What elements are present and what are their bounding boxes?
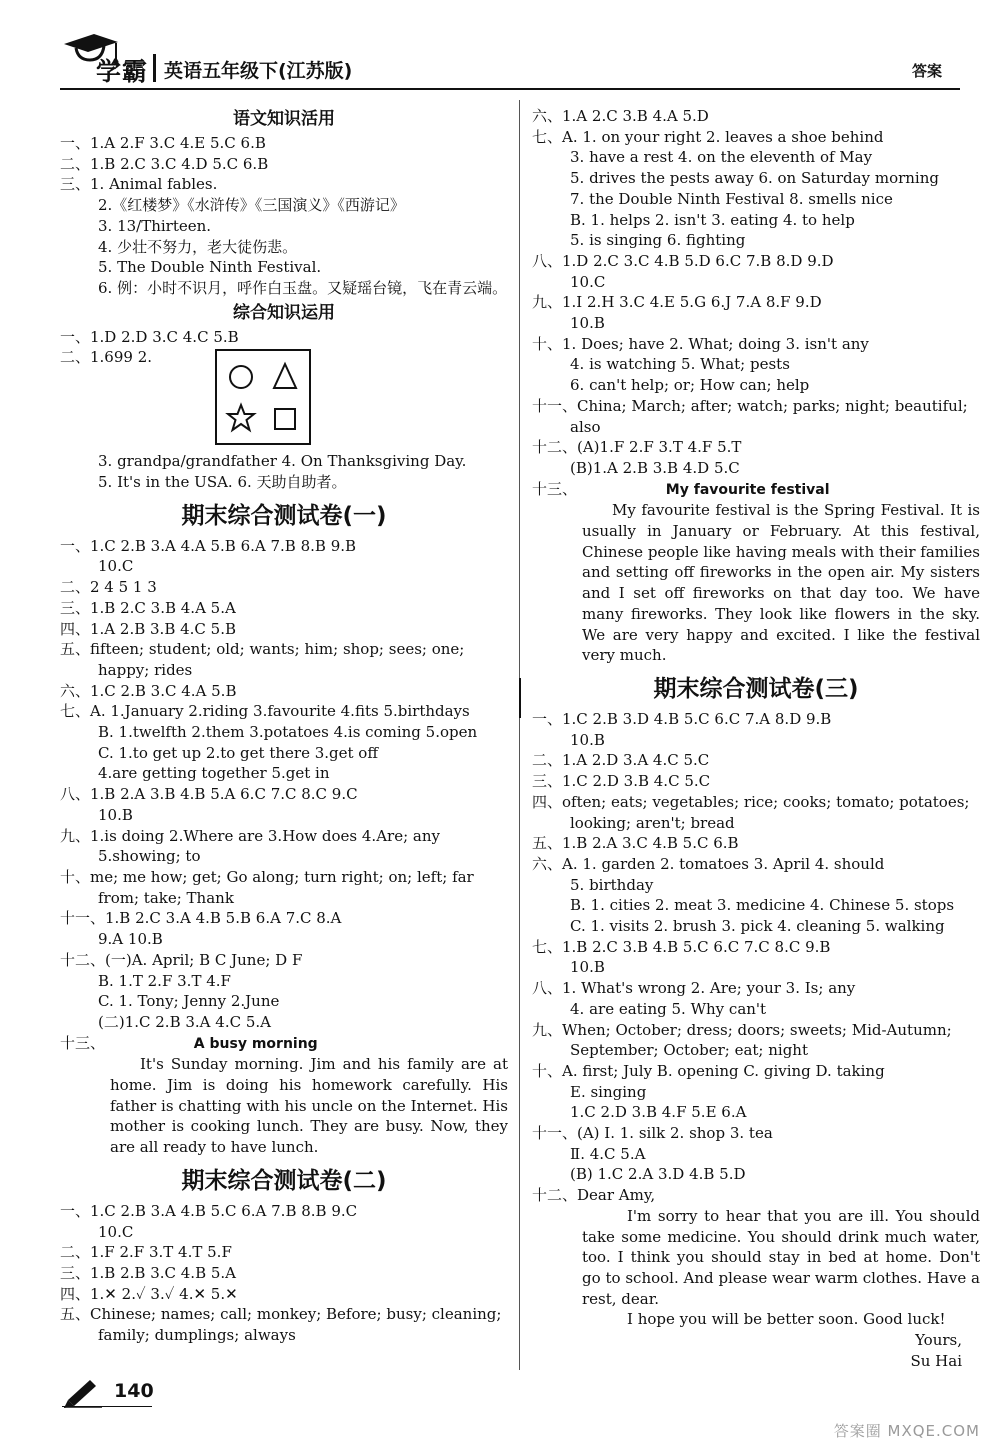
answer-line: C. 1. visits 2. brush 3. pick 4. cleaning 5. walking [570, 917, 945, 936]
answer-line: 一、1.C 2.B 3.A 4.B 5.C 6.A 7.B 8.B 9.C [60, 1201, 358, 1220]
footer-rule [62, 1406, 152, 1407]
answer-line: (B) 1.C 2.A 3.D 4.B 5.D [570, 1165, 746, 1184]
letter-sign-off: Yours, [915, 1331, 962, 1350]
answer-line: B. 1.T 2.F 3.T 4.F [98, 971, 231, 990]
answer-text: 二、1.699 2. [60, 348, 153, 367]
essay-heading [60, 1033, 508, 1055]
answer-line: 八、1.D 2.C 3.C 4.B 5.D 6.C 7.B 8.D 9.D [532, 251, 834, 270]
answer-line: 5. It's in the USA. 6. 天助自助者。 [98, 473, 347, 492]
answer-line: 10.C [98, 557, 134, 576]
star-shape-icon [228, 405, 254, 430]
answer-line: 三、1.B 2.C 3.B 4.A 5.A [60, 598, 236, 617]
triangle-shape-icon [274, 364, 296, 388]
answer-line: B. 1.twelfth 2.them 3.potatoes 4.is coming 5.open [98, 723, 478, 742]
answer-line: 十、me; me how; get; Go along; turn right; on; left; far from; take; Thank [60, 867, 474, 907]
answer-line: 10.B [98, 805, 133, 824]
answer-line: 3. grandpa/grandfather 4. On Thanksgiving Day. [98, 452, 467, 471]
essay-title: A busy morning [193, 1035, 318, 1052]
answer-line-with-figure [60, 347, 508, 451]
answer-line: 5.showing; to [98, 847, 201, 866]
section-title: 期末综合测试卷(一) [181, 502, 387, 529]
answer-line: 5. birthday [570, 875, 654, 894]
header-divider [153, 54, 156, 82]
answer-line: 七、A. 1. on your right 2. leaves a shoe behind [532, 127, 884, 146]
answer-line: 4. is watching 5. What; pests [570, 355, 790, 374]
answer-line: (B)1.A 2.B 3.B 4.D 5.C [570, 458, 740, 477]
answer-line: 三、1.C 2.D 3.B 4.C 5.C [532, 772, 711, 791]
header-corner-label: 答案 [911, 62, 942, 80]
letter-body: I'm sorry to hear that you are ill. You should take some medicine. You should drink much water, too. I think you should stay in bed at home. Don't go to school. And please wear warm clothes. Have a rest, dear. [582, 1206, 980, 1308]
answer-line: Ⅱ. 4.C 5.A [570, 1144, 646, 1163]
answer-line: 十一、(A) Ⅰ. 1. silk 2. shop 3. tea [532, 1124, 773, 1143]
answer-line: 10.B [570, 730, 605, 749]
answer-line: 二、1.F 2.F 3.T 4.T 5.F [60, 1243, 232, 1262]
section-title: 期末综合测试卷(三) [653, 675, 859, 702]
answer-line: C. 1. Tony; Jenny 2.June [98, 992, 280, 1011]
answer-line: 九、When; October; dress; doors; sweets; Mid-Autumn; September; October; eat; night [532, 1020, 952, 1060]
circle-shape-icon [230, 366, 252, 388]
answer-line: 五、fifteen; student; old; wants; him; shop; sees; one; happy; rides [60, 640, 465, 679]
answer-line: 六、1.A 2.C 3.B 4.A 5.D [532, 107, 709, 125]
answer-line: 4. 少壮不努力，老大徒伤悲。 [98, 237, 298, 256]
answer-line: 10.B [570, 314, 605, 333]
answer-block [60, 536, 508, 1033]
answer-line: 5. drives the pests away 6. on Saturday morning [570, 169, 939, 188]
answer-line: 4. are eating 5. Why can't [570, 999, 767, 1018]
answer-line: 四、1.A 2.B 3.B 4.C 5.B [60, 619, 237, 638]
answer-line: 十一、1.B 2.C 3.A 4.B 5.B 6.A 7.C 8.A [60, 909, 342, 928]
answer-block [60, 1201, 508, 1346]
answer-line: 2.《红楼梦》《水浒传》《三国演义》《西游记》 [98, 196, 405, 215]
column-divider [519, 100, 520, 1370]
answer-line: (二)1.C 2.B 3.A 4.C 5.A [98, 1012, 271, 1031]
shapes-figure [215, 349, 311, 445]
answer-line: E. singing [570, 1082, 647, 1101]
pencil-icon [62, 1376, 102, 1408]
essay-text: My favourite festival is the Spring Festival. It is usually in January or February. At this festival, Chinese people like having meals with their families and setting off fireworks in the open air. My sisters and I set off fireworks on that day too. We have many fireworks. They look like flowers in the sky. We are very happy and excited. I like the festival very much. [582, 501, 980, 665]
answer-line: 二、1.A 2.D 3.A 4.C 5.C [532, 751, 710, 770]
section-title: 语文知识活用 [233, 109, 335, 129]
answer-line: 三、1. Animal fables. [60, 175, 218, 194]
answer-block [60, 327, 508, 348]
column-divider-accent [519, 678, 521, 718]
watermark-logo: 答案圈 MXQE.COM [833, 1422, 980, 1440]
right-column [532, 106, 980, 1371]
answer-block [60, 133, 508, 299]
essay-heading [532, 479, 980, 501]
answer-line: 10.C [570, 272, 606, 291]
book-title: 英语五年级下(江苏版) [164, 60, 353, 82]
answer-line: 五、Chinese; names; call; monkey; Before; busy; cleaning; family; dumplings; always [60, 1305, 502, 1345]
answer-line: 6. 例：小时不识月，呼作白玉盘。又疑瑶台镜，飞在青云端。 [98, 278, 508, 297]
answer-line: 7. the Double Ninth Festival 8. smells nice [570, 189, 893, 208]
answer-line: 十、A. first; July B. opening C. giving D. taking [532, 1061, 885, 1080]
answer-line: 10.B [570, 958, 605, 977]
answer-line: 9.A 10.B [98, 930, 163, 949]
answer-line: 十二、(一)A. April; B C June; D F [60, 950, 303, 969]
answer-line: 九、1.I 2.H 3.C 4.E 5.G 6.J 7.A 8.F 9.D [532, 293, 822, 312]
letter-signature: Su Hai [910, 1351, 962, 1370]
essay-text: It's Sunday morning. Jim and his family are at home. Jim is doing his homework carefully. His father is chatting with his uncle on the Internet. His mother is cooking lunch. They are busy. Now, they are all ready to have lunch. [110, 1055, 508, 1157]
answer-line: 七、1.B 2.C 3.B 4.B 5.C 6.C 7.C 8.C 9.B [532, 937, 831, 956]
answer-line: 六、A. 1. garden 2. tomatoes 3. April 4. should [532, 854, 885, 873]
answer-line: 五、1.B 2.A 3.C 4.B 5.C 6.B [532, 834, 739, 853]
answer-line: 6. can't help; or; How can; help [570, 376, 810, 395]
answer-line: 4.are getting together 5.get in [98, 764, 330, 783]
answer-line: 九、1.is doing 2.Where are 3.How does 4.Are; any [60, 826, 440, 845]
letter-closing-line: I hope you will be better soon. Good luck! [627, 1310, 946, 1329]
answer-line: 十、1. Does; have 2. What; doing 3. isn't any [532, 334, 869, 353]
answer-line: 四、often; eats; vegetables; rice; cooks; tomato; potatoes; looking; aren't; bread [532, 792, 970, 832]
answer-line: 八、1. What's wrong 2. Are; your 3. Is; any [532, 979, 856, 998]
answer-line: 一、1.C 2.B 3.D 4.B 5.C 6.C 7.A 8.D 9.B [532, 709, 832, 728]
left-column [60, 105, 508, 1346]
essay-title: My favourite festival [665, 481, 830, 498]
letter-greeting: 十二、Dear Amy, [532, 1186, 656, 1205]
page-number: 140 [114, 1380, 154, 1402]
answer-line: 六、1.C 2.B 3.C 4.A 5.B [60, 681, 237, 700]
answer-line: 二、1.B 2.C 3.C 4.D 5.C 6.B [60, 154, 269, 173]
answer-line: 十二、(A)1.F 2.F 3.T 4.F 5.T [532, 438, 742, 457]
answer-line: 5. The Double Ninth Festival. [98, 258, 322, 277]
square-shape-icon [275, 409, 295, 429]
question-number: 十三、 [532, 479, 578, 498]
answer-line: 1.C 2.D 3.B 4.F 5.E 6.A [570, 1103, 747, 1122]
answer-line: 三、1.B 2.B 3.C 4.B 5.A [60, 1263, 237, 1282]
answer-line: 七、A. 1.January 2.riding 3.favourite 4.fits 5.birthdays [60, 702, 470, 721]
answer-line: 3. have a rest 4. on the eleventh of May [570, 148, 873, 167]
section-title: 综合知识运用 [233, 302, 335, 323]
answer-line: 10.C [98, 1222, 134, 1241]
page-header [60, 30, 960, 86]
answer-line: 一、1.D 2.D 3.C 4.C 5.B [60, 327, 239, 346]
answer-line: 八、1.B 2.A 3.B 4.B 5.A 6.C 7.C 8.C 9.C [60, 785, 358, 804]
header-rule [60, 88, 960, 90]
question-number: 十三、 [60, 1033, 106, 1052]
page-footer [62, 1372, 262, 1412]
answer-line: B. 1. helps 2. isn't 3. eating 4. to help [570, 210, 855, 229]
brand-name: 学霸 [96, 57, 149, 86]
answer-block [60, 451, 508, 492]
answer-line: 一、1.C 2.B 3.A 4.A 5.B 6.A 7.B 8.B 9.B [60, 536, 357, 555]
answer-line: B. 1. cities 2. meat 3. medicine 4. Chinese 5. stops [570, 896, 955, 915]
answer-line: 一、1.A 2.F 3.C 4.E 5.C 6.B [60, 134, 266, 152]
section-title: 期末综合测试卷(二) [181, 1167, 387, 1194]
answer-line: 5. is singing 6. fighting [570, 231, 746, 250]
answer-block [532, 106, 980, 479]
answer-line: 二、2 4 5 1 3 [60, 578, 157, 597]
answer-line: 十一、China; March; after; watch; parks; night; beautiful; also [532, 396, 968, 436]
answer-line: 3. 13/Thirteen. [98, 216, 212, 235]
answer-line: 四、1.✕ 2.✓ 3.✓ 4.✕ 5.✕ [60, 1284, 238, 1303]
answer-line: C. 1.to get up 2.to get there 3.get off [98, 743, 378, 762]
answer-block [532, 709, 980, 1185]
